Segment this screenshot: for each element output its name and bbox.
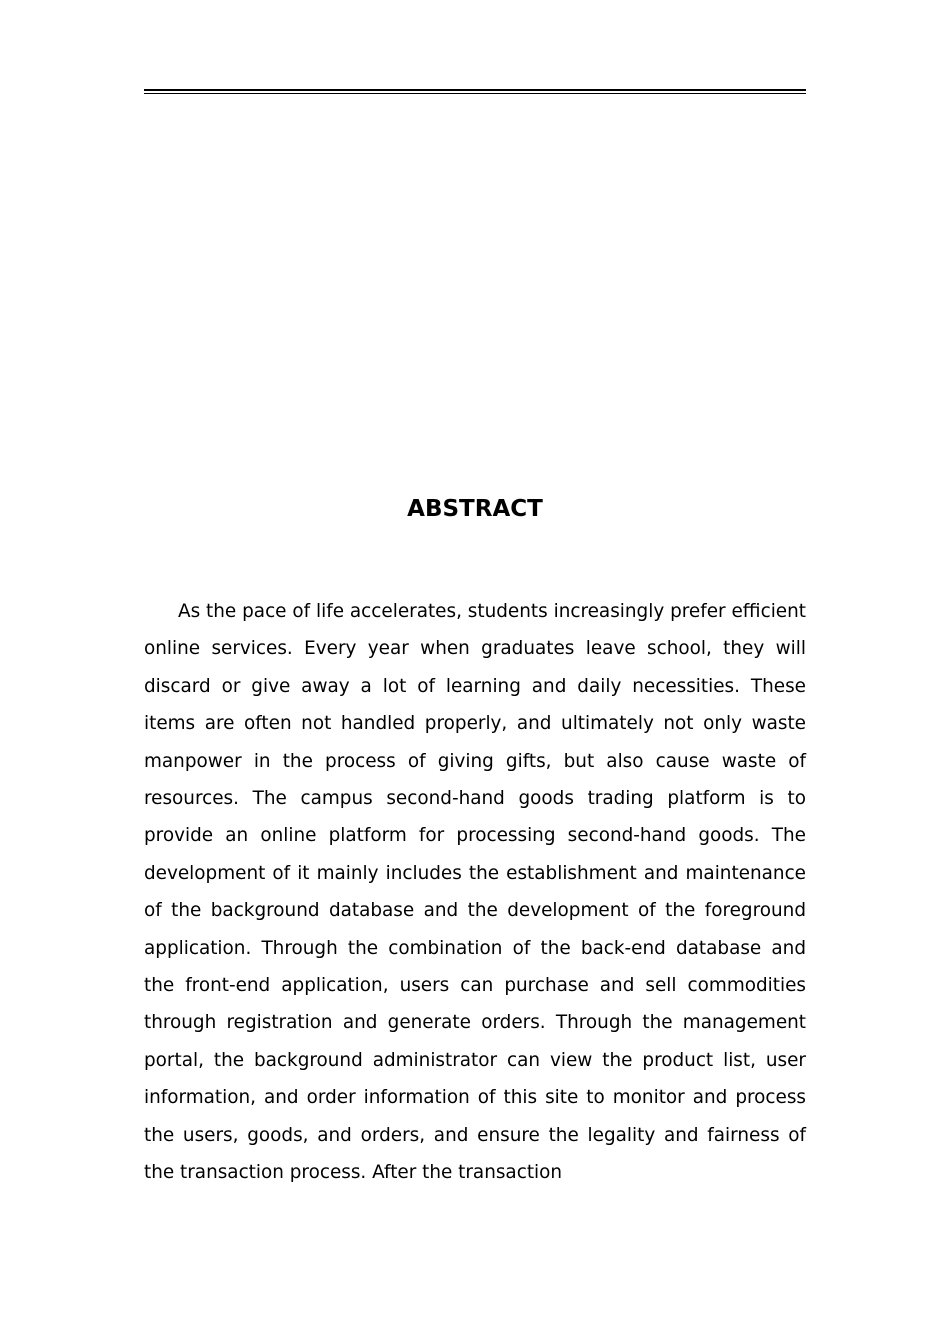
header-double-rule	[144, 89, 806, 94]
header-rule-thin-line	[144, 93, 806, 94]
abstract-paragraph: As the pace of life accelerates, students increasingly prefer efficient online services. Every year when graduates leave school, they will discard or give away a lot of learning and daily necessities. These items are often not handled properly, and ultimately not only waste manpower in the process of giving gifts, but also cause waste of resources. The campus second-hand goods trading platform is to provide an online platform for processing second-hand goods. The development of it mainly includes the establishment and maintenance of the background database and the development of the foreground application. Through the combination of the back-end database and the front-end application, users can purchase and sell commodities through registration and generate orders. Through the management portal, the background administrator can view the product list, user information, and order information of this site to monitor and process the users, goods, and orders, and ensure the legality and fairness of the transaction process. After the transaction	[144, 601, 806, 1184]
header-rule-thick-line	[144, 89, 806, 91]
abstract-heading: ABSTRACT	[407, 496, 543, 522]
